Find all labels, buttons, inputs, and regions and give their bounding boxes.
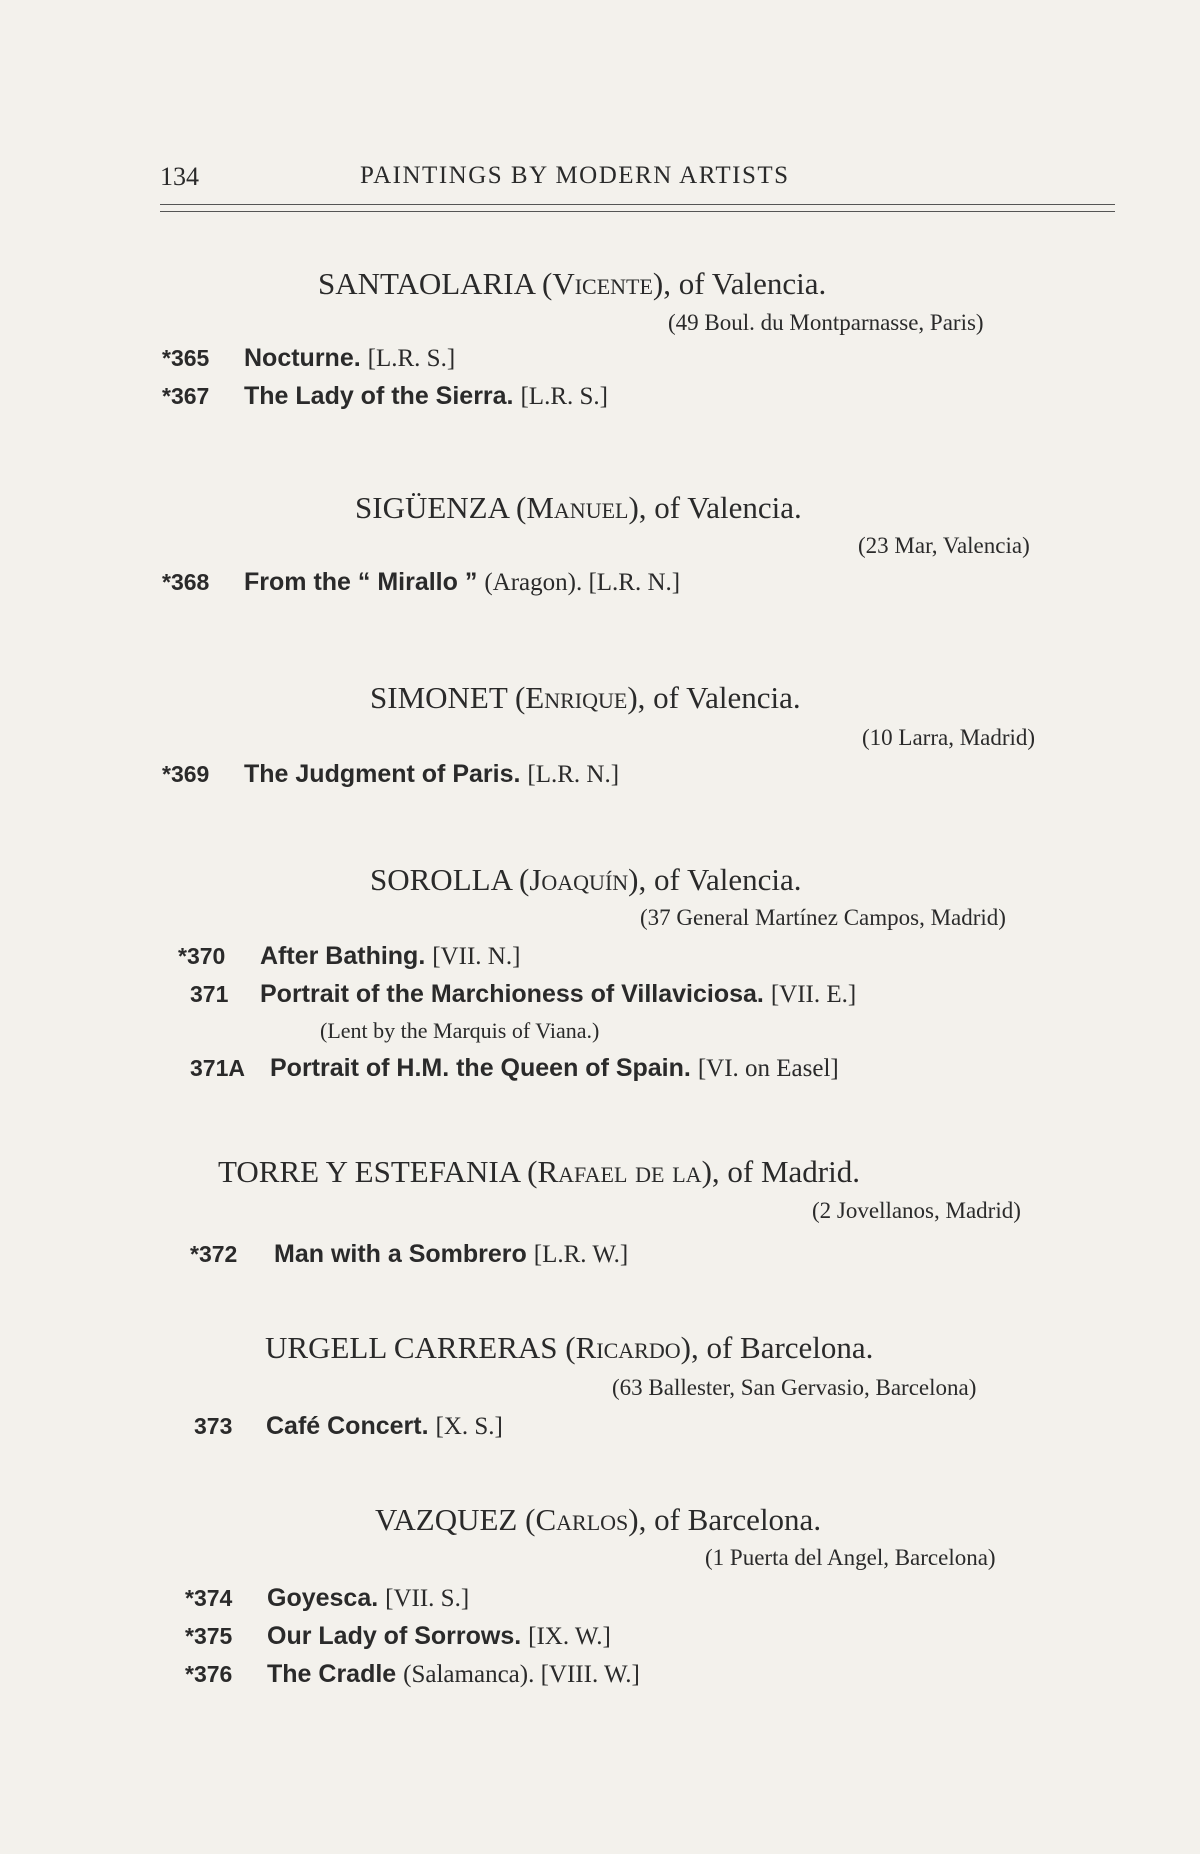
catalogue-entry: *368 From the “ Mirallo ” (Aragon). [L.R. N.] (162, 568, 681, 596)
artist-address: (1 Puerta del Angel, Barcelona) (705, 1545, 996, 1570)
page-number: 134 (160, 162, 199, 191)
catalogue-entry: *369 The Judgment of Paris. [L.R. N.] (162, 760, 620, 788)
artist-heading: TORRE Y ESTEFANIA (Rafael de la), of Madrid. (218, 1154, 860, 1189)
artist-address: (10 Larra, Madrid) (862, 725, 1036, 750)
catalogue-entry: *365 Nocturne. [L.R. S.] (162, 344, 456, 372)
artist-heading: VAZQUEZ (Carlos), of Barcelona. (375, 1502, 822, 1537)
page-header (160, 158, 1115, 198)
artist-heading: SIMONET (Enrique), of Valencia. (370, 680, 801, 715)
artist-heading: URGELL CARRERAS (Ricardo), of Barcelona. (265, 1330, 874, 1365)
catalogue-entry: 371A Portrait of H.M. the Queen of Spain. [VI. on Easel] (190, 1054, 839, 1082)
catalogue-entry: 373 Café Concert. [X. S.] (194, 1412, 503, 1440)
lender-note: (Lent by the Marquis of Viana.) (320, 1018, 600, 1043)
artist-address: (37 General Martínez Campos, Madrid) (640, 905, 1006, 930)
artist-heading: SOROLLA (Joaquín), of Valencia. (370, 862, 802, 897)
artist-address: (2 Jovellanos, Madrid) (812, 1198, 1021, 1223)
artist-address: (63 Ballester, San Gervasio, Barcelona) (612, 1375, 977, 1400)
catalogue-entry: *367 The Lady of the Sierra. [L.R. S.] (162, 382, 608, 410)
catalogue-entry: 371 Portrait of the Marchioness of Villaviciosa. [VII. E.] (190, 980, 857, 1008)
artist-address: (49 Boul. du Montparnasse, Paris) (668, 310, 984, 335)
catalogue-entry: *375 Our Lady of Sorrows. [IX. W.] (185, 1622, 611, 1650)
catalogue-entry: *376 The Cradle (Salamanca). [VIII. W.] (185, 1660, 640, 1688)
running-title: PAINTINGS BY MODERN ARTISTS (360, 162, 790, 189)
artist-heading: SANTAOLARIA (Vicente), of Valencia. (318, 266, 827, 301)
header-rule (160, 204, 1115, 212)
artist-heading: SIGÜENZA (Manuel), of Valencia. (355, 490, 802, 525)
artist-address: (23 Mar, Valencia) (858, 533, 1030, 558)
catalogue-entry: *372 Man with a Sombrero [L.R. W.] (190, 1240, 629, 1268)
catalogue-entry: *370 After Bathing. [VII. N.] (178, 942, 521, 970)
catalogue-entry: *374 Goyesca. [VII. S.] (185, 1584, 470, 1612)
